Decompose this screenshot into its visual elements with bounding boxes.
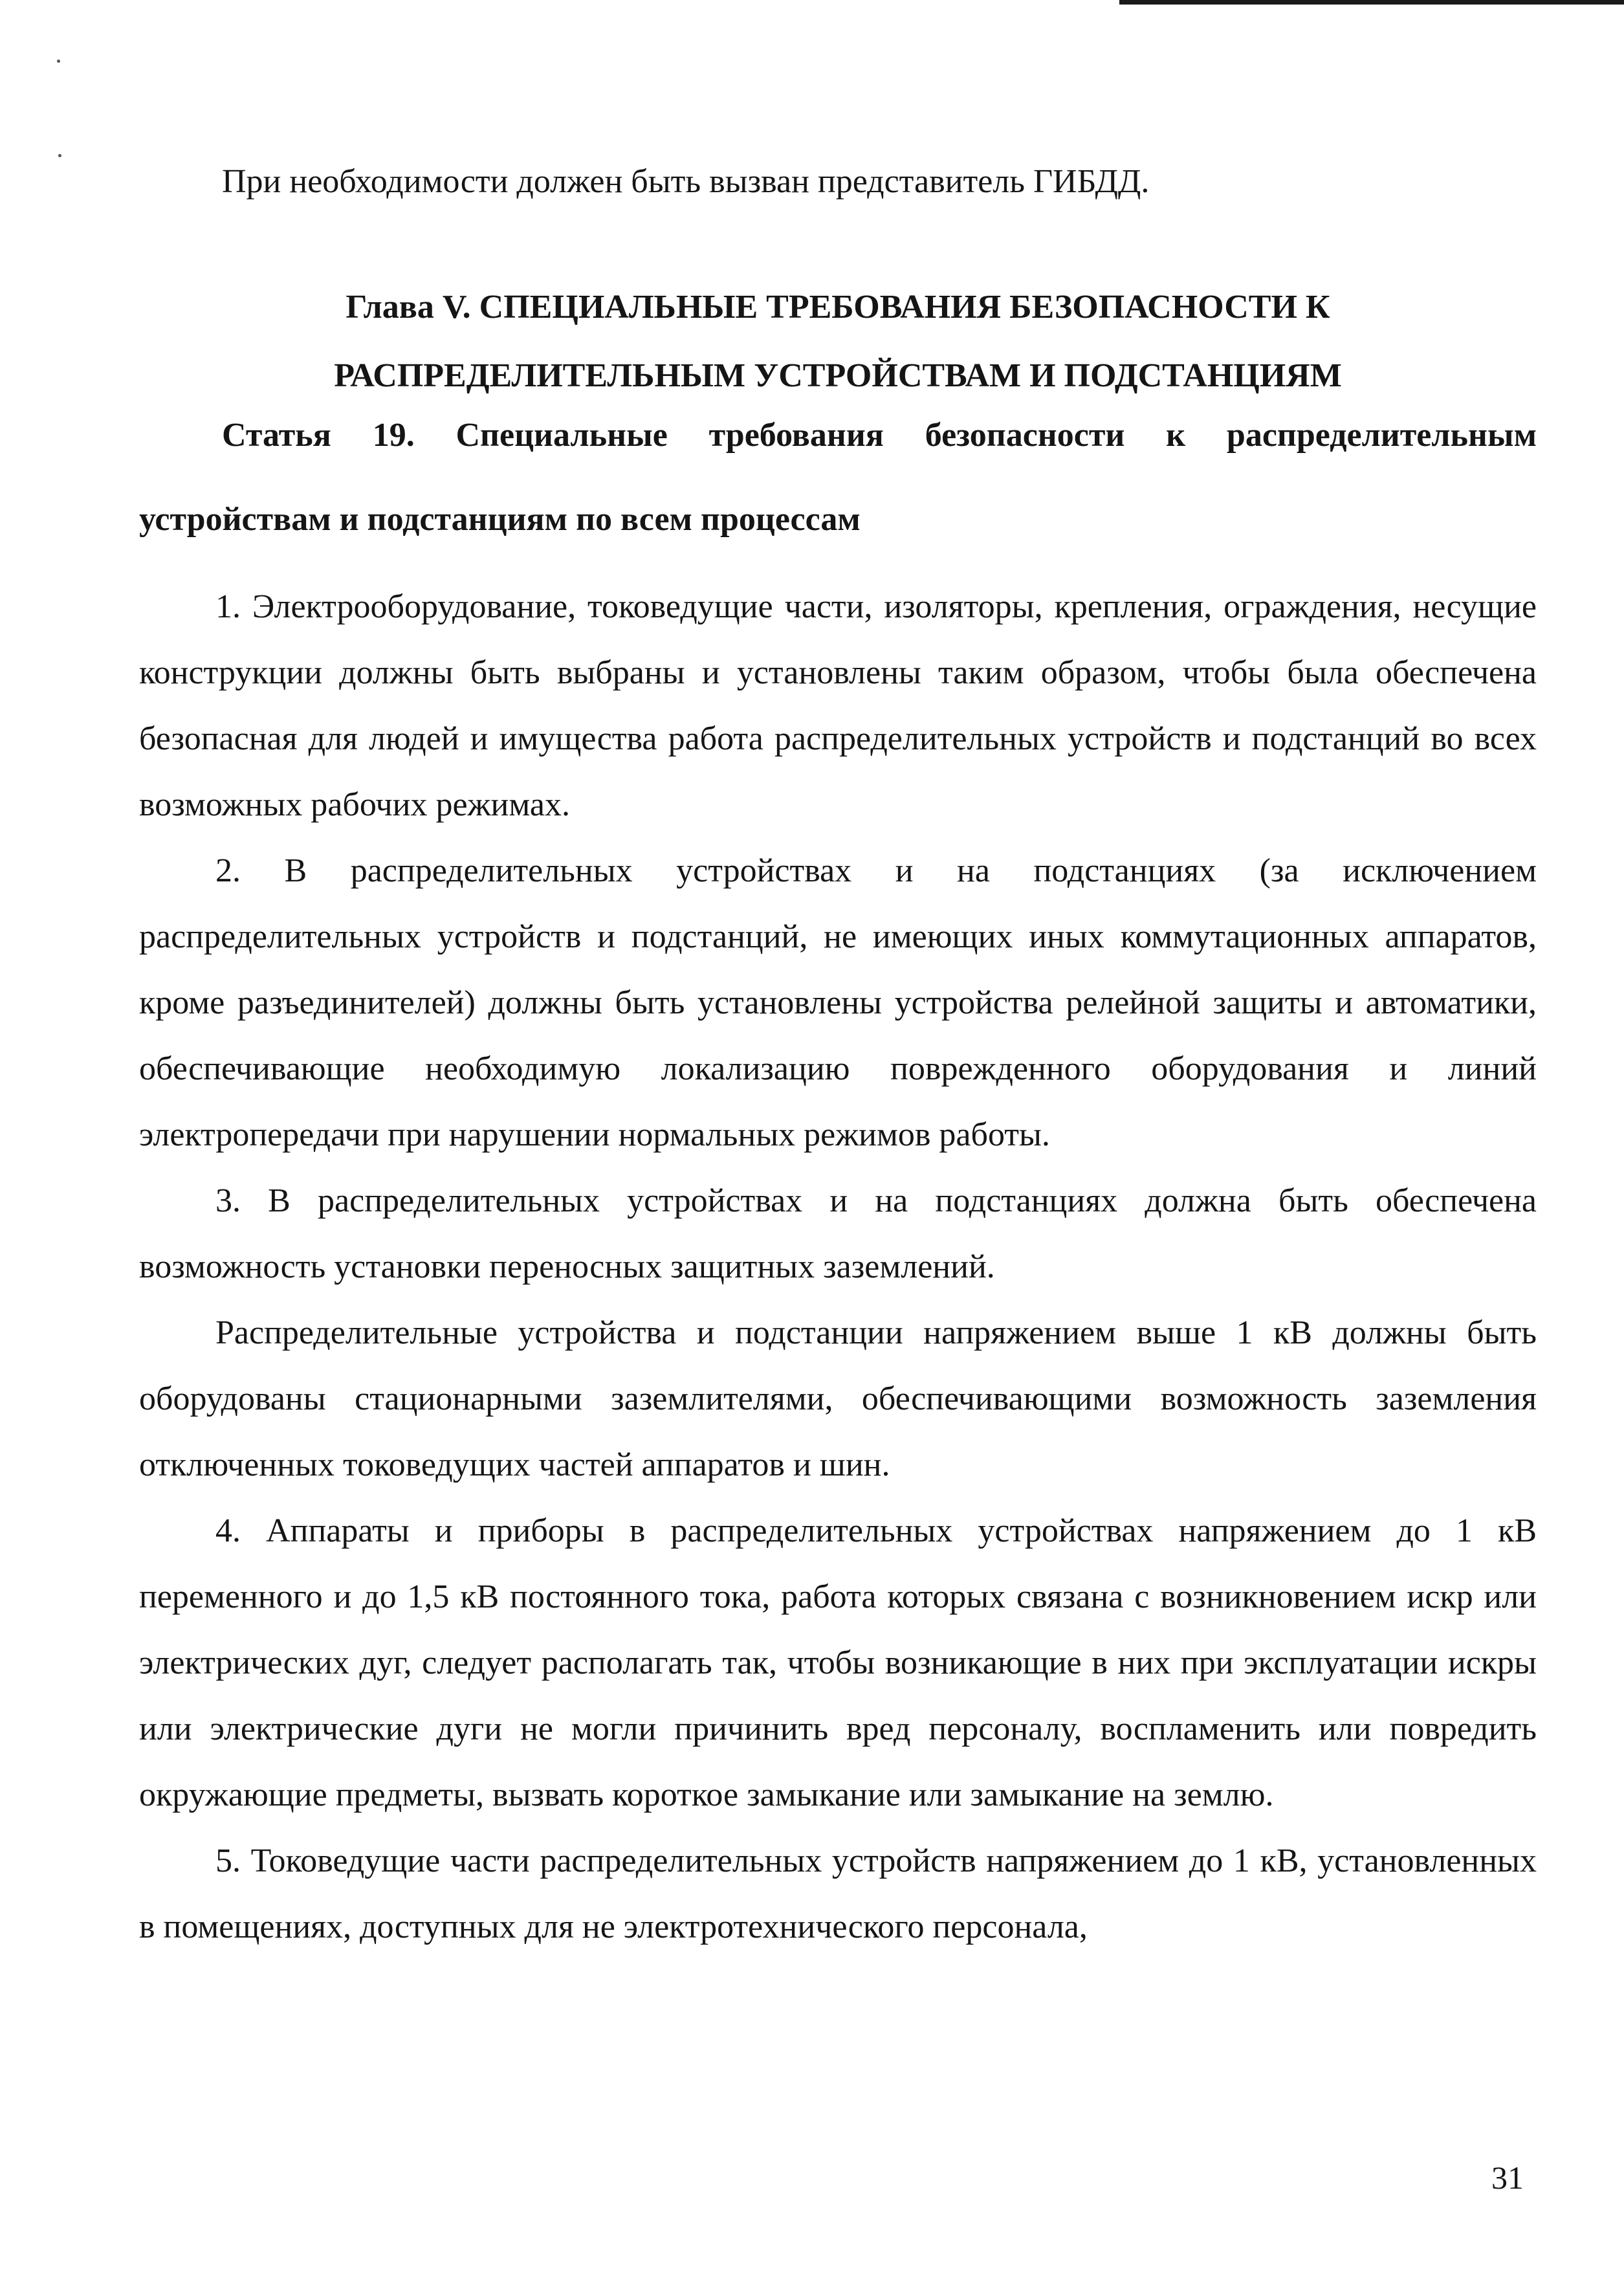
chapter-title-line-1: Глава V. СПЕЦИАЛЬНЫЕ ТРЕБОВАНИЯ БЕЗОПАСНОСТИ К: [346, 289, 1330, 326]
paragraph-3-continued: Распределительные устройства и подстанции напряжением выше 1 кВ должны быть оборудованы стационарными заземлителями, обеспечивающими возможность заземления отключенных токоведущих частей аппаратов и шин.: [139, 1314, 1537, 1484]
scan-edge-mark: [1119, 0, 1624, 5]
paragraph-3: 3. В распределительных устройствах и на подстанциях должна быть обеспечена возможность установки переносных защитных заземлений.: [139, 1182, 1537, 1286]
article-title-line-1: Статья 19. Специальные требования безопасности к распределительным: [222, 417, 1537, 454]
scan-speck: [58, 154, 61, 157]
page-number: 31: [1491, 2160, 1524, 2196]
intro-line: При необходимости должен быть вызван представитель ГИБДД.: [222, 163, 1150, 200]
paragraph-4: 4. Аппараты и приборы в распределительных устройствах напряжением до 1 кВ переменного и до 1,5 кВ постоянного тока, работа которых связана с возникновением искр или электрических дуг, следует располагать так, чтобы возникающие в них при эксплуатации искры или электрические дуги не могли причинить вред персоналу, воспламенить или повредить окружающие предметы, вызвать короткое замыкание или замыкание на землю.: [139, 1512, 1537, 1814]
chapter-title: [139, 273, 1537, 410]
scan-speck: [57, 60, 60, 63]
chapter-title-line-2: РАСПРЕДЕЛИТЕЛЬНЫМ УСТРОЙСТВАМ И ПОДСТАНЦИЯМ: [334, 357, 1342, 395]
article-title: [139, 414, 1537, 542]
paragraph-5: 5. Токоведущие части распределительных устройств напряжением до 1 кВ, установленных в помещениях, доступных для не электротехнического персонала,: [139, 1842, 1537, 1946]
document-page: [139, 162, 1537, 1960]
paragraph-2: 2. В распределительных устройствах и на подстанциях (за исключением распределительных устройств и подстанций, не имеющих иных коммутационных аппаратов, кроме разъединителей) должны быть установлены устройства релейной защиты и автоматики, обеспечивающие необходимую локализацию поврежденного оборудования и линий электропередачи при нарушении нормальных режимов работы.: [139, 852, 1537, 1154]
article-title-line-2: устройствам и подстанциям по всем процессам: [139, 501, 861, 538]
paragraph-1: 1. Электрооборудование, токоведущие части, изоляторы, крепления, ограждения, несущие конструкции должны быть выбраны и установлены таким образом, чтобы была обеспечена безопасная для людей и имущества работа распределительных устройств и подстанций во всех возможных рабочих режимах.: [139, 588, 1537, 824]
